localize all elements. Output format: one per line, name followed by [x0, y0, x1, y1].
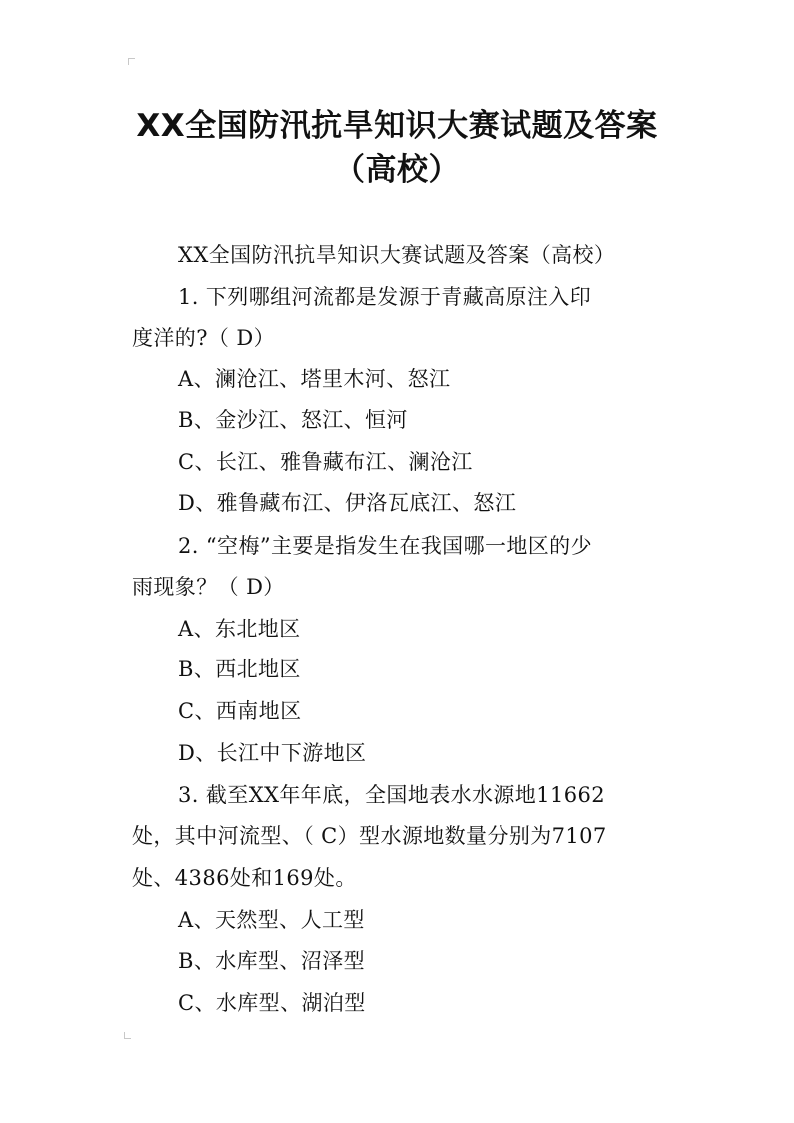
question-1-option-d: D、雅鲁藏布江、伊洛瓦底江、怒江	[178, 491, 517, 515]
document-title: XX全国防汛抗旱知识大赛试题及答案	[136, 108, 658, 144]
page-corner-mark-bottom	[124, 1032, 131, 1039]
question-3-option-b: B、水库型、沼泽型	[178, 949, 366, 973]
page-corner-mark-top	[128, 58, 135, 65]
question-1-option-b: B、金沙江、怒江、恒河	[178, 408, 408, 432]
question-1-option-c: C、长江、雅鲁藏布江、澜沧江	[178, 450, 473, 474]
question-1-text: 1. 下列哪组河流都是发源于青藏高原注入印	[178, 285, 592, 309]
question-2-option-d: D、长江中下游地区	[178, 741, 367, 765]
question-1-text-cont: 度洋的?（ D）	[132, 326, 275, 350]
question-2-option-b: B、西北地区	[178, 657, 301, 681]
question-2-option-a: A、东北地区	[178, 617, 301, 641]
question-3-option-c: C、水库型、湖泊型	[178, 991, 366, 1015]
document-title-subtitle: （高校）	[334, 152, 460, 188]
question-3-text-cont: 处，其中河流型、（ C）型水源地数量分别为7107	[132, 824, 607, 848]
question-2-text: 2. “空梅”主要是指发生在我国哪一地区的少	[178, 534, 592, 558]
question-2-option-c: C、西南地区	[178, 699, 302, 723]
question-3-option-a: A、天然型、人工型	[178, 908, 365, 932]
question-2-text-cont: 雨现象？（ D）	[132, 575, 285, 599]
intro-paragraph: XX全国防汛抗旱知识大赛试题及答案（高校）	[178, 243, 616, 267]
question-3-text: 3. 截至XX年年底，全国地表水水源地11662	[178, 783, 606, 807]
question-3-text-cont-2: 处、4386处和169处。	[132, 866, 357, 890]
question-1-option-a: A、澜沧江、塔里木河、怒江	[178, 367, 451, 391]
